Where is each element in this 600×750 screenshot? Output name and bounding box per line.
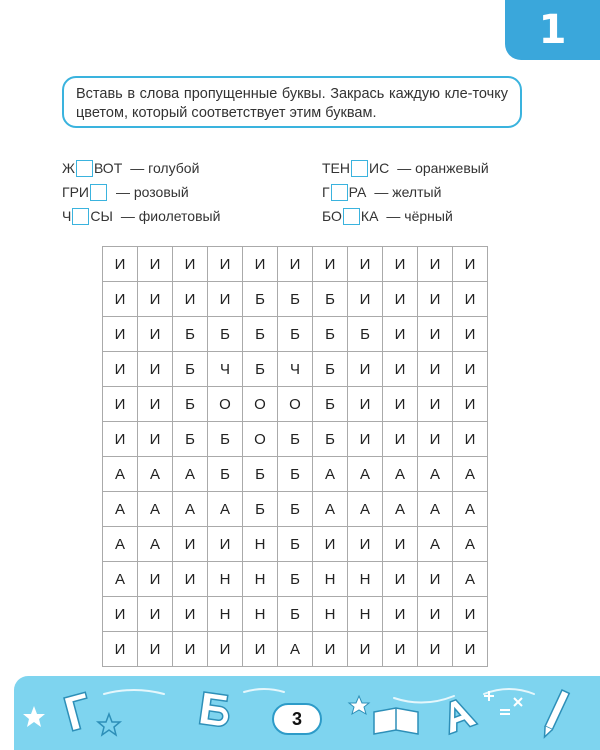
page-number-text: 3 — [291, 708, 302, 729]
letter-a-icon — [439, 696, 477, 734]
grid-cell[interactable]: Б — [208, 317, 243, 352]
star-icon — [98, 714, 120, 735]
grid-cell[interactable]: Б — [243, 282, 278, 317]
grid-cell[interactable]: А — [103, 457, 138, 492]
word-item — [62, 204, 220, 228]
grid-cell[interactable]: Б — [243, 457, 278, 492]
grid-cell[interactable]: Н — [243, 597, 278, 632]
grid-cell[interactable]: И — [103, 247, 138, 282]
grid-cell[interactable]: Б — [173, 317, 208, 352]
grid-cell[interactable]: И — [348, 247, 383, 282]
instruction-text: Вставь в слова пропущенные буквы. Закрась каждую кле-точку цветом, который соответствует этим буквам. — [76, 86, 508, 121]
grid-cell[interactable]: Б — [313, 317, 348, 352]
grid-cell[interactable]: И — [138, 562, 173, 597]
grid-cell[interactable]: И — [138, 247, 173, 282]
grid-cell[interactable]: А — [138, 527, 173, 562]
grid-cell[interactable]: И — [383, 562, 418, 597]
letter-g-icon — [64, 692, 94, 731]
grid-cell[interactable]: Б — [313, 352, 348, 387]
coloring-grid — [102, 246, 488, 667]
grid-cell[interactable]: Б — [278, 457, 313, 492]
color-label: — розовый — [115, 184, 189, 200]
word-item — [62, 180, 220, 204]
grid-cell[interactable]: А — [173, 457, 208, 492]
grid-cell[interactable]: И — [208, 247, 243, 282]
exercise-number-badge — [505, 0, 600, 60]
word-list-right — [322, 156, 489, 228]
grid-cell[interactable]: И — [383, 247, 418, 282]
grid-cell[interactable]: И — [383, 317, 418, 352]
grid-cell[interactable]: А — [383, 457, 418, 492]
grid-cell[interactable]: И — [453, 597, 488, 632]
grid-cell[interactable]: И — [103, 632, 138, 667]
grid-cell[interactable]: О — [208, 387, 243, 422]
grid-cell[interactable]: И — [453, 247, 488, 282]
grid-cell[interactable]: И — [138, 282, 173, 317]
word-start: ГРИ — [62, 184, 89, 200]
grid-cell[interactable]: А — [348, 492, 383, 527]
grid-cell[interactable]: И — [138, 352, 173, 387]
grid-cell[interactable]: А — [103, 527, 138, 562]
grid-cell[interactable]: И — [418, 562, 453, 597]
grid-cell[interactable]: И — [138, 422, 173, 457]
grid-cell[interactable]: И — [348, 387, 383, 422]
letter-b-icon — [200, 692, 232, 728]
grid-cell[interactable]: И — [453, 317, 488, 352]
grid-cell[interactable]: И — [383, 282, 418, 317]
grid-cell[interactable]: И — [173, 527, 208, 562]
grid-row — [103, 562, 488, 597]
grid-cell[interactable]: Н — [313, 562, 348, 597]
grid-cell[interactable]: А — [453, 457, 488, 492]
grid-cell[interactable]: Н — [348, 562, 383, 597]
grid-cell[interactable]: Б — [173, 387, 208, 422]
grid-cell[interactable]: И — [348, 282, 383, 317]
grid-cell[interactable]: Н — [243, 527, 278, 562]
grid-cell[interactable]: И — [453, 282, 488, 317]
grid-cell[interactable]: А — [453, 562, 488, 597]
grid-cell[interactable]: Н — [313, 597, 348, 632]
grid-cell[interactable]: И — [453, 632, 488, 667]
grid-cell[interactable]: И — [383, 597, 418, 632]
grid-cell[interactable]: И — [138, 387, 173, 422]
grid-cell[interactable]: А — [313, 492, 348, 527]
grid-cell[interactable]: А — [278, 632, 313, 667]
grid-cell[interactable]: И — [453, 422, 488, 457]
grid-cell[interactable]: А — [103, 492, 138, 527]
book-icon — [374, 708, 418, 734]
word-start: Ж — [62, 160, 75, 176]
grid-cell[interactable]: И — [103, 282, 138, 317]
grid-cell[interactable]: И — [313, 247, 348, 282]
grid-row — [103, 632, 488, 667]
grid-cell[interactable]: Б — [278, 282, 313, 317]
grid-row — [103, 282, 488, 317]
color-label: — фиолетовый — [120, 208, 221, 224]
word-start: Г — [322, 184, 330, 200]
grid-cell[interactable]: И — [173, 247, 208, 282]
math-symbols-icon — [484, 691, 522, 714]
grid-row — [103, 387, 488, 422]
word-item — [322, 156, 489, 180]
missing-letter-box[interactable] — [351, 160, 368, 177]
grid-cell[interactable]: А — [418, 527, 453, 562]
grid-cell[interactable]: И — [208, 282, 243, 317]
grid-cell[interactable]: Б — [208, 422, 243, 457]
grid-cell[interactable]: И — [418, 317, 453, 352]
grid-cell[interactable]: И — [348, 527, 383, 562]
grid-cell[interactable]: И — [173, 562, 208, 597]
grid-cell[interactable]: А — [173, 492, 208, 527]
grid-cell[interactable]: О — [278, 387, 313, 422]
grid-cell[interactable]: Б — [278, 597, 313, 632]
grid-cell[interactable]: И — [173, 282, 208, 317]
grid-cell[interactable]: И — [418, 282, 453, 317]
grid-cell[interactable]: Б — [278, 422, 313, 457]
word-list-left — [62, 156, 220, 228]
grid-cell[interactable]: А — [138, 492, 173, 527]
grid-row — [103, 317, 488, 352]
grid-cell[interactable]: И — [138, 597, 173, 632]
color-label: — голубой — [130, 160, 200, 176]
grid-cell[interactable]: А — [103, 562, 138, 597]
grid-cell[interactable]: И — [418, 352, 453, 387]
grid-cell[interactable]: И — [348, 422, 383, 457]
grid-cell[interactable]: Н — [348, 597, 383, 632]
grid-cell[interactable]: А — [208, 492, 243, 527]
grid-cell[interactable]: И — [103, 317, 138, 352]
grid-cell[interactable]: Б — [278, 562, 313, 597]
grid-cell[interactable]: И — [103, 422, 138, 457]
missing-letter-box[interactable] — [72, 208, 89, 225]
grid-cell[interactable]: А — [383, 492, 418, 527]
grid-cell[interactable]: Б — [173, 422, 208, 457]
word-item — [322, 204, 489, 228]
grid-cell[interactable]: А — [313, 457, 348, 492]
grid-cell[interactable]: Н — [208, 562, 243, 597]
word-item — [322, 180, 489, 204]
missing-letter-box[interactable] — [343, 208, 360, 225]
color-label: — чёрный — [386, 208, 453, 224]
grid-cell[interactable]: Б — [243, 352, 278, 387]
grid-cell[interactable]: И — [208, 632, 243, 667]
word-end: КА — [360, 208, 379, 224]
grid-row — [103, 597, 488, 632]
grid-cell[interactable]: Б — [348, 317, 383, 352]
color-label: — оранжевый — [397, 160, 489, 176]
grid-cell[interactable]: А — [418, 492, 453, 527]
grid-cell[interactable]: И — [173, 632, 208, 667]
grid-cell[interactable]: Б — [278, 527, 313, 562]
grid-cell[interactable]: Б — [173, 352, 208, 387]
grid-cell[interactable]: Н — [208, 597, 243, 632]
missing-letter-box[interactable] — [90, 184, 107, 201]
grid-cell[interactable]: И — [383, 352, 418, 387]
grid-cell[interactable]: Б — [243, 492, 278, 527]
word-item — [62, 156, 220, 180]
grid-row — [103, 352, 488, 387]
grid-row — [103, 492, 488, 527]
word-start: БО — [322, 208, 342, 224]
grid-cell[interactable]: И — [103, 352, 138, 387]
grid-cell[interactable]: И — [453, 352, 488, 387]
grid-cell[interactable]: И — [243, 247, 278, 282]
grid-cell[interactable]: И — [138, 317, 173, 352]
grid-row — [103, 247, 488, 282]
word-end: ВОТ — [93, 160, 123, 176]
grid-cell[interactable]: И — [383, 527, 418, 562]
grid-cell[interactable]: И — [138, 632, 173, 667]
grid-cell[interactable]: И — [383, 422, 418, 457]
grid-cell[interactable]: А — [418, 457, 453, 492]
grid-cell[interactable]: Н — [243, 562, 278, 597]
grid-cell[interactable]: И — [348, 632, 383, 667]
grid-cell[interactable]: И — [208, 527, 243, 562]
star-icon — [349, 696, 369, 714]
grid-cell[interactable]: И — [173, 597, 208, 632]
grid-cell[interactable]: Б — [243, 317, 278, 352]
grid-row — [103, 457, 488, 492]
grid-cell[interactable]: Б — [313, 387, 348, 422]
color-label: — желтый — [374, 184, 442, 200]
grid-cell[interactable]: И — [313, 632, 348, 667]
grid-cell[interactable]: А — [348, 457, 383, 492]
missing-letter-box[interactable] — [76, 160, 93, 177]
star-icon — [23, 706, 45, 727]
word-start: ТЕН — [322, 160, 350, 176]
grid-cell[interactable]: И — [313, 527, 348, 562]
word-end: РА — [348, 184, 367, 200]
grid-cell[interactable]: И — [418, 597, 453, 632]
grid-cell[interactable]: И — [453, 387, 488, 422]
grid-cell[interactable]: И — [278, 247, 313, 282]
grid-cell[interactable]: И — [418, 422, 453, 457]
page-number — [272, 703, 322, 735]
word-end: СЫ — [90, 208, 113, 224]
grid-cell[interactable]: И — [418, 387, 453, 422]
grid-cell[interactable]: Б — [313, 282, 348, 317]
grid-cell[interactable]: Б — [313, 422, 348, 457]
grid-cell[interactable]: Ч — [278, 352, 313, 387]
grid-cell[interactable]: А — [453, 492, 488, 527]
grid-cell[interactable]: И — [418, 247, 453, 282]
grid-row — [103, 422, 488, 457]
grid-cell[interactable]: И — [103, 387, 138, 422]
grid-cell[interactable]: Б — [208, 457, 243, 492]
grid-cell[interactable]: А — [138, 457, 173, 492]
missing-letter-box[interactable] — [331, 184, 348, 201]
grid-row — [103, 527, 488, 562]
exercise-number: 1 — [538, 7, 567, 53]
grid-cell[interactable]: О — [243, 387, 278, 422]
grid-cell[interactable]: И — [348, 352, 383, 387]
grid-cell[interactable]: И — [103, 597, 138, 632]
grid-cell[interactable]: И — [243, 632, 278, 667]
pencil-icon — [541, 690, 569, 739]
grid-cell[interactable]: О — [243, 422, 278, 457]
grid-cell[interactable]: И — [418, 632, 453, 667]
grid-cell[interactable]: А — [453, 527, 488, 562]
instruction-box — [62, 76, 522, 128]
grid-cell[interactable]: И — [383, 632, 418, 667]
grid-cell[interactable]: И — [383, 387, 418, 422]
grid-cell[interactable]: Б — [278, 492, 313, 527]
word-end: ИС — [369, 160, 390, 176]
grid-cell[interactable]: Ч — [208, 352, 243, 387]
word-start: Ч — [62, 208, 72, 224]
grid-cell[interactable]: Б — [278, 317, 313, 352]
